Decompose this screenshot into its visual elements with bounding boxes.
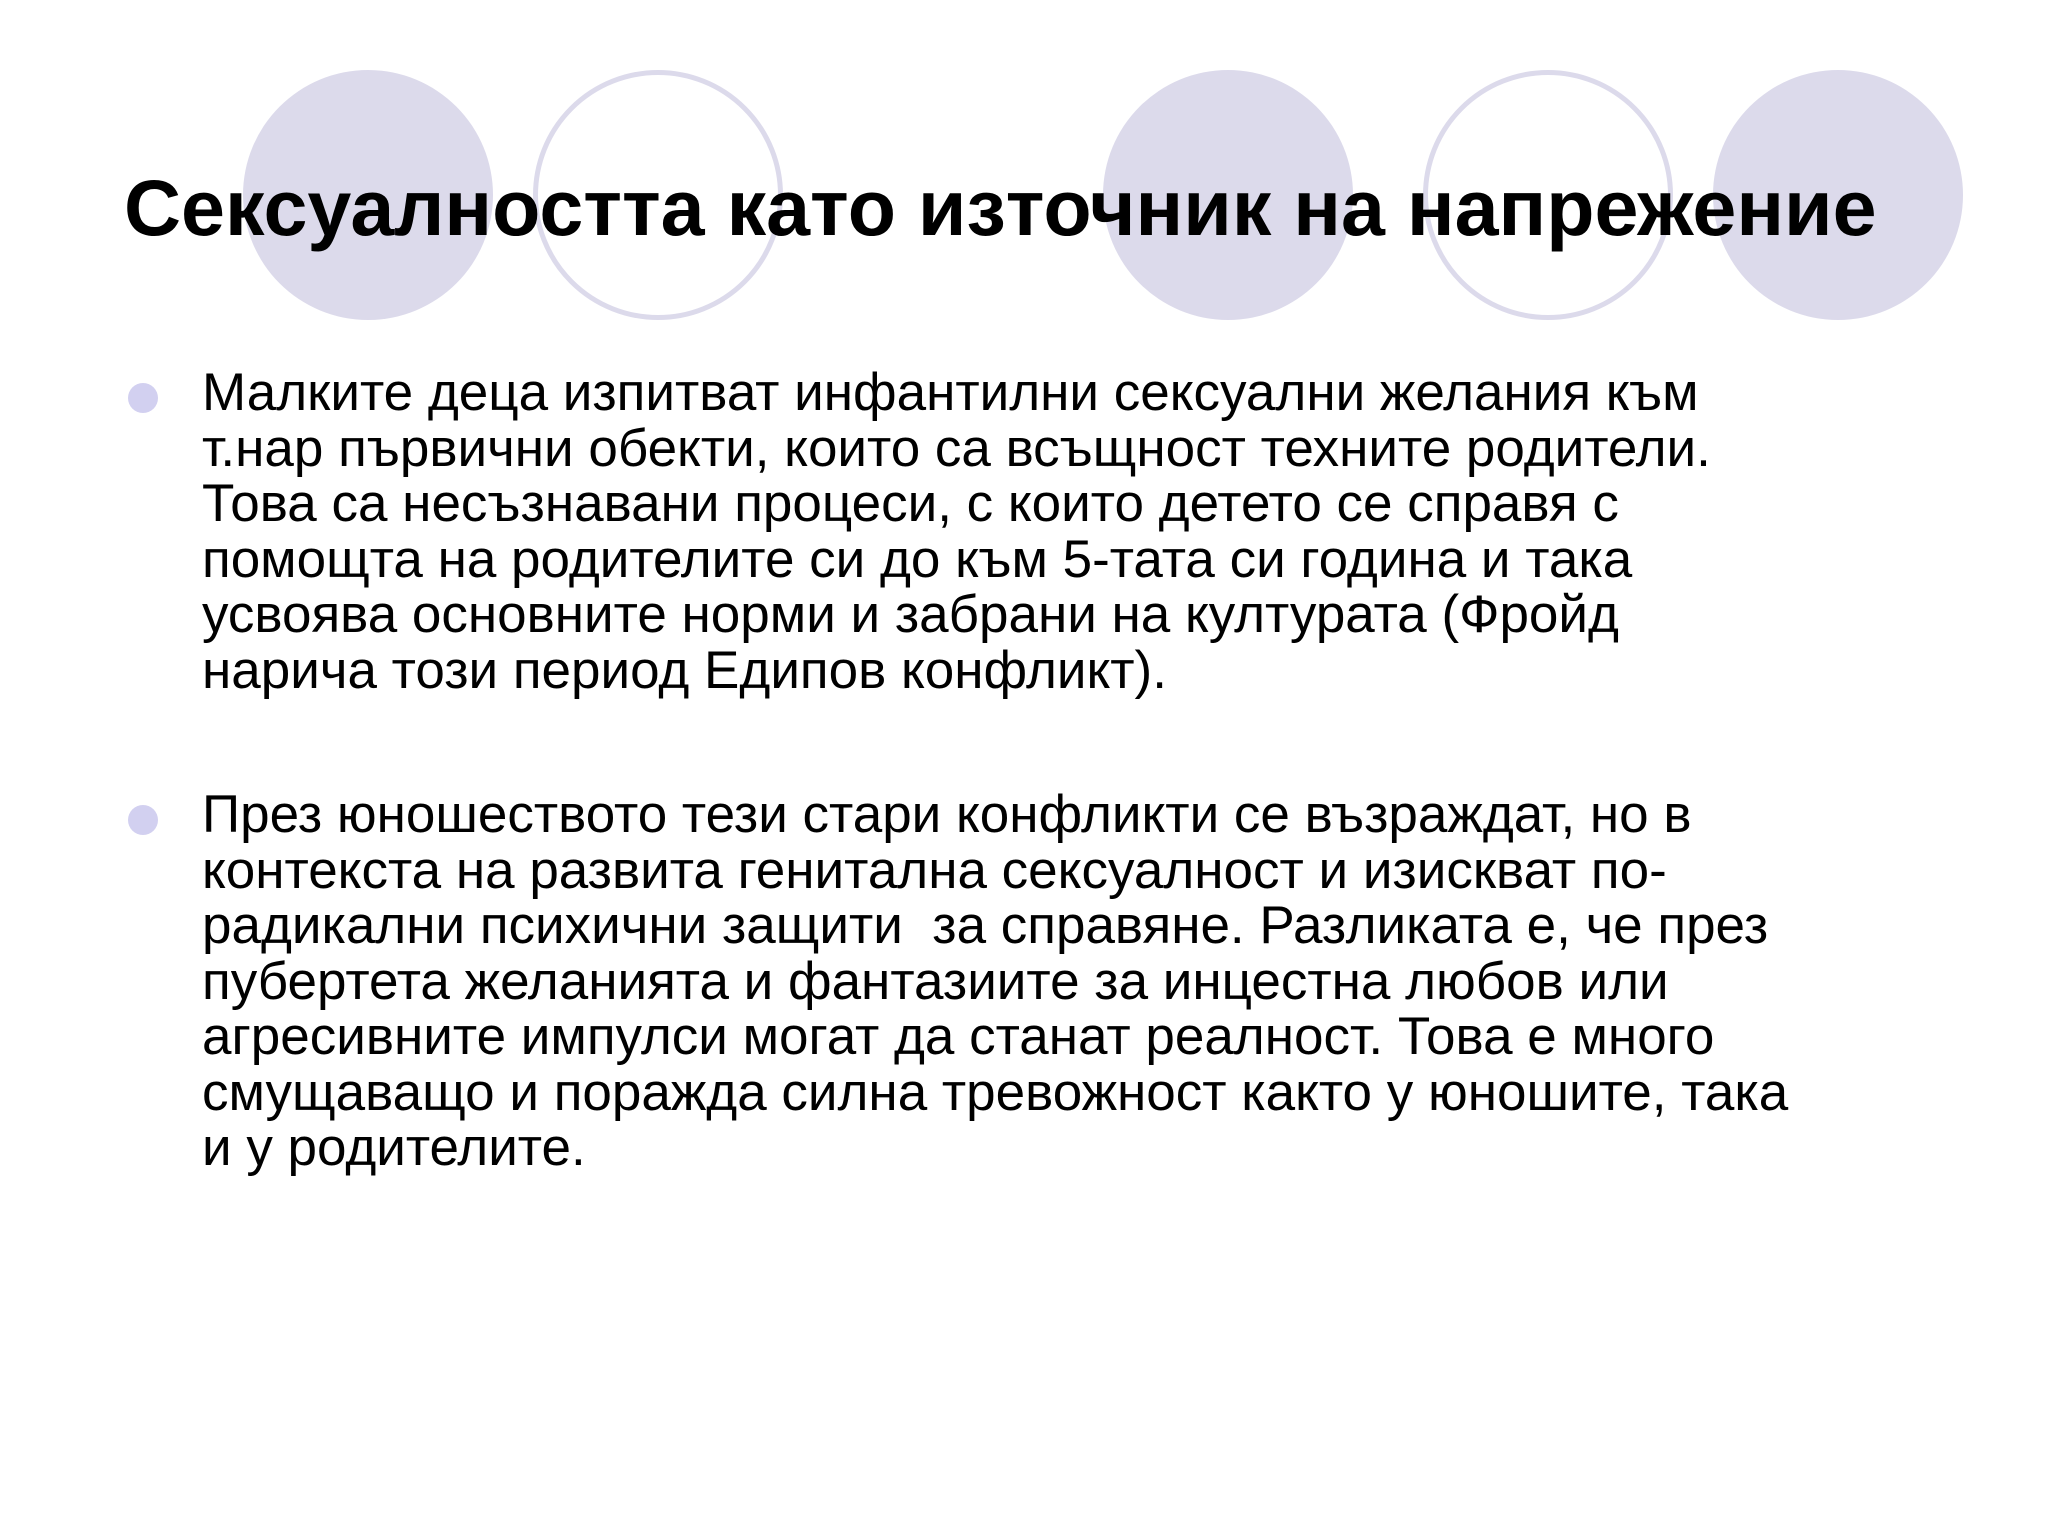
text-line: радикални психични защити за справяне. Разликата е, че през: [202, 896, 1769, 955]
bullet-text-1: [202, 365, 1962, 698]
bullet-dot-icon: [128, 805, 158, 835]
text-line: смущаващо и поражда силна тревожност както у юношите, така: [202, 1062, 1789, 1122]
text-line: помощта на родителите си до към 5-тата си година и така: [202, 529, 1633, 589]
text-line: нарича този период Едипов конфликт).: [202, 640, 1167, 700]
bullet-item-1: [0, 365, 2048, 698]
slide-title: Сексуалността като източник на напрежение: [124, 163, 1877, 252]
text-line: пубертета желанията и фантазиите за инцестна любов или: [202, 951, 1669, 1011]
bullet-dot-icon: [128, 383, 158, 413]
bullet-list: [0, 365, 2048, 1176]
text-line: През юношеството тези стари конфликти се възраждат, но в: [202, 785, 1692, 844]
text-line: и у родителите.: [202, 1118, 586, 1177]
text-line: усвоява основните норми и забрани на културата (Фройд: [202, 585, 1619, 644]
text-line: т.нар първични обекти, които са всъщност техните родители.: [202, 418, 1711, 478]
bullet-item-2: [0, 787, 2048, 1176]
text-line: Малките деца изпитват инфантилни сексуални желания към: [202, 363, 1699, 422]
text-line: Това са несъзнавани процеси, с които детето се справя с: [202, 474, 1619, 533]
text-line: контекста на развита генитална сексуалност и изискват по-: [202, 840, 1667, 900]
text-line: агресивните импулси могат да станат реалност. Това е много: [202, 1007, 1715, 1066]
bullet-text-2: [202, 787, 1962, 1176]
